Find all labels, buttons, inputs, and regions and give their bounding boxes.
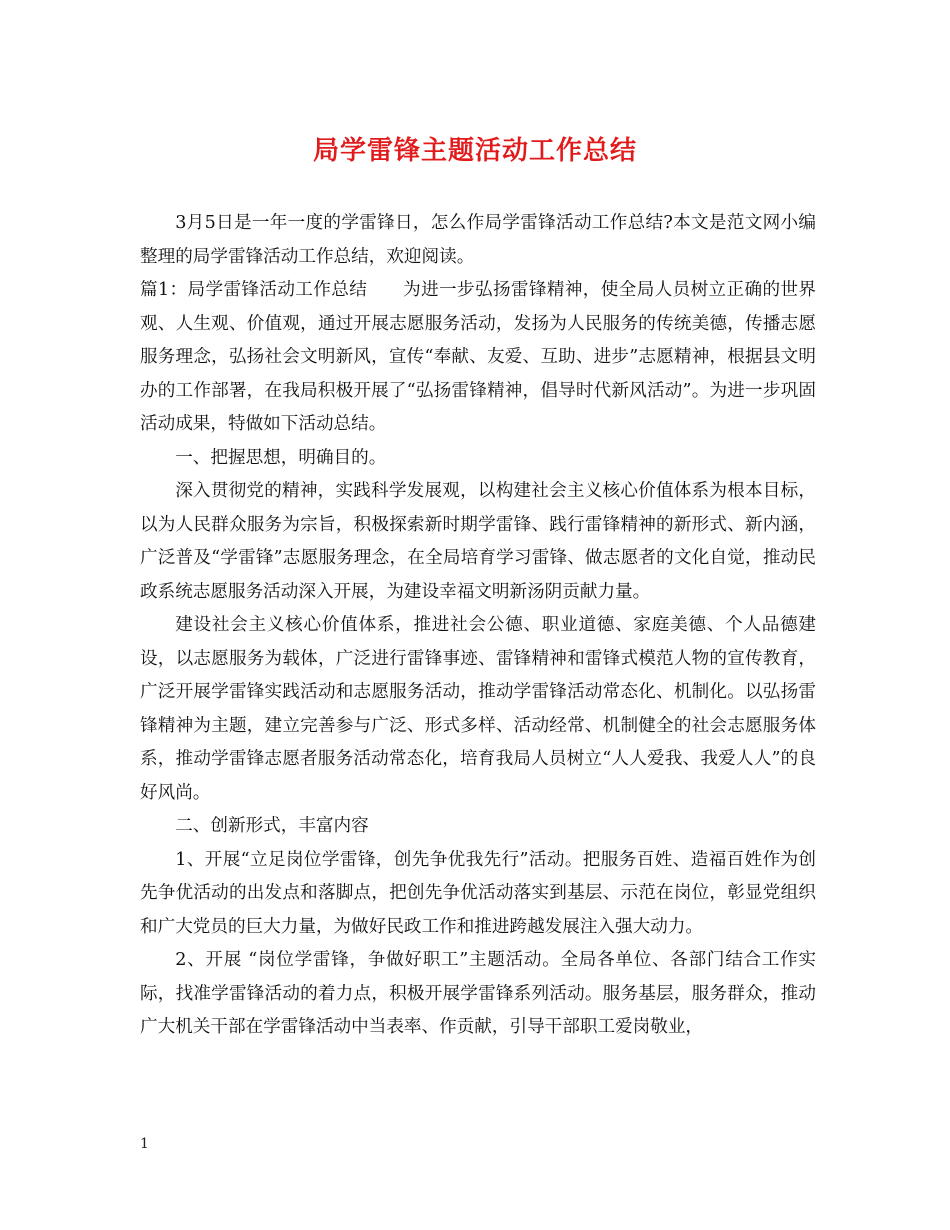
paragraph-section-1-a: 深入贯彻党的精神，实践科学发展观，以构建社会主义核心价值体系为根本目标，以为人民群众服务为宗旨，积极探索新时期学雷锋、践行雷锋精神的新形式、新内涵，广泛普及“学雷锋”志愿服务理念，在全局培育学习雷锋、做志愿者的文化自觉，推动民政系统志愿服务活动深入开展，为建设幸福文明新汤阴贡献力量。 [140,481,816,602]
paragraph-item-1: 1、开展“立足岗位学雷锋，创先争优我先行”活动。把服务百姓、造福百姓作为创先争优活动的出发点和落脚点，把创先争优活动落实到基层、示范在岗位，彰显党组织和广大党员的巨大力量，为做好民政工作和推进跨越发展注入强大动力。 [140,849,816,937]
section-heading-2: 二、创新形式，丰富内容 [175,816,369,836]
paragraph-article-1-opening: 篇1：局学雷锋活动工作总结 为进一步弘扬雷锋精神，使全局人员树立正确的世界观、人生观、价值观，通过开展志愿服务活动，发扬为人民服务的传统美德，传播志愿服务理念，弘扬社会文明新风，宣传“奉献、友爱、互助、进步”志愿精神，根据县文明办的工作部署，在我局积极开展了“弘扬雷锋精神，倡导时代新风活动”。为进一步巩固活动成果，特做如下活动总结。 [140,280,816,434]
paragraph-item-2: 2、开展 “岗位学雷锋，争做好职工”主题活动。全局各单位、各部门结合工作实际，找准学雷锋活动的着力点，积极开展学雷锋系列活动。服务基层，服务群众，推动广大机关干部在学雷锋活动中当表率、作贡献，引导干部职工爱岗敬业， [140,950,816,1037]
paragraph-intro: 3月5日是一年一度的学雷锋日，怎么作局学雷锋活动工作总结?本文是范文网小编整理的局学雷锋活动工作总结，欢迎阅读。 [140,213,816,267]
page-number: 1 [140,1136,149,1152]
document-title: 局学雷锋主题活动工作总结 [312,136,637,166]
document-body [140,207,816,1045]
section-heading-1: 一、把握思想，明确目的。 [175,447,387,468]
paragraph-section-1-b: 建设社会主义核心价值体系，推进社会公德、职业道德、家庭美德、个人品德建设，以志愿服务为载体，广泛进行雷锋事迹、雷锋精神和雷锋式模范人物的宣传教育，广泛开展学雷锋实践活动和志愿服务活动，推动学雷锋活动常态化、机制化。以弘扬雷锋精神为主题，建立完善参与广泛、形式多样、活动经常、机制健全的社会志愿服务体系，推动学雷锋志愿者服务活动常态化，培育我局人员树立“人人爱我、我爱人人”的良好风尚。 [140,615,816,803]
